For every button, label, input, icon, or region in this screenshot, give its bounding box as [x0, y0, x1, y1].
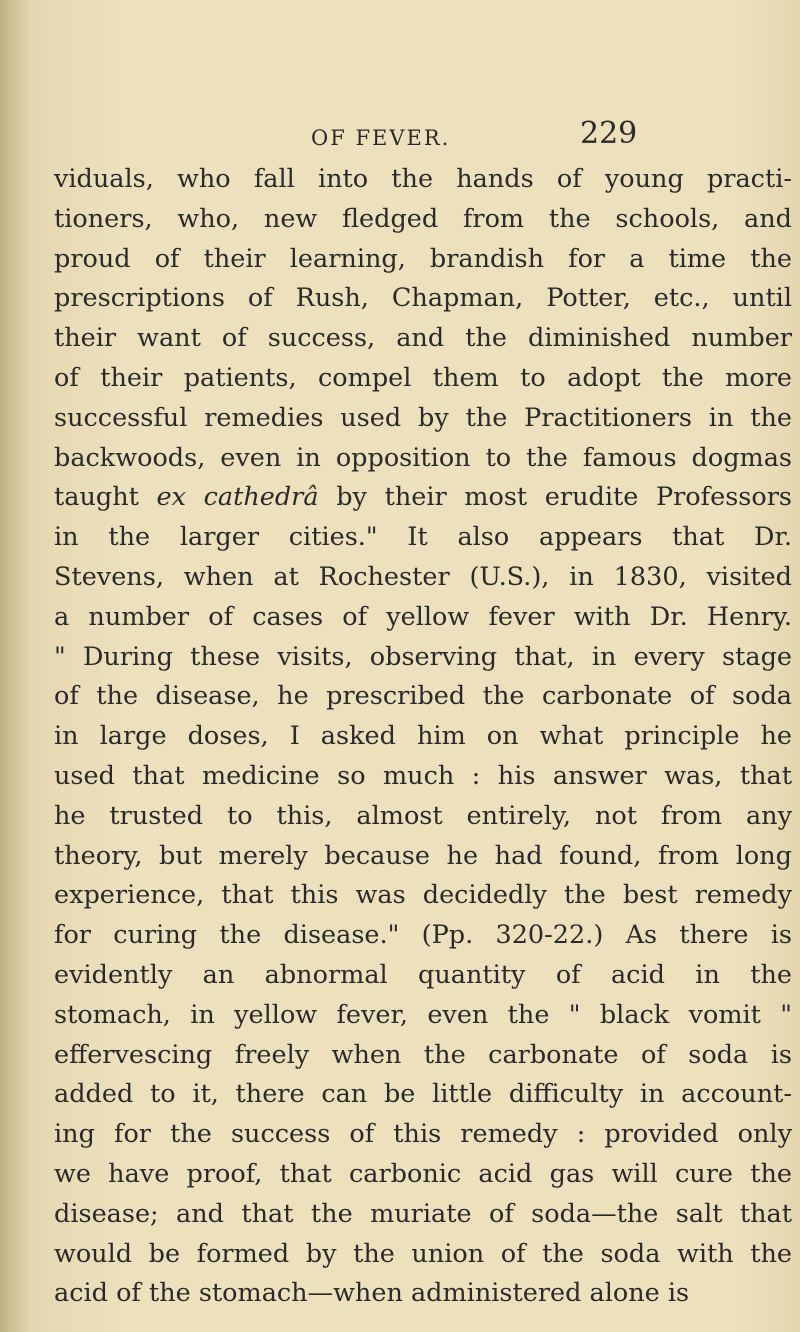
- body-text: [54, 160, 792, 1314]
- text-line: a number of cases of yellow fever with Dr. Henry.: [54, 601, 792, 632]
- page-number: 229: [580, 116, 638, 151]
- running-head: [311, 116, 791, 160]
- italic-phrase: ex cathedrâ: [156, 482, 319, 513]
- text-line: " During these visits, observing that, in every stage: [54, 641, 792, 672]
- text-line: successful remedies used by the Practitioners in the: [54, 402, 792, 433]
- text-line: effervescing freely when the carbonate of soda is: [54, 1039, 792, 1070]
- text-line: experience, that this was decidedly the best remedy: [54, 880, 792, 911]
- text-line: Stevens, when at Rochester (U.S.), in 1830, visited: [54, 561, 792, 592]
- text-line: their want of success, and the diminished number: [54, 323, 792, 354]
- text-line: used that medicine so much : his answer was, that: [54, 760, 792, 791]
- text-line: acid of the stomach—when administered alone is: [54, 1278, 690, 1309]
- text-line: disease; and that the muriate of soda—the salt that: [54, 1198, 792, 1229]
- text-line: evidently an abnormal quantity of acid in the: [54, 959, 792, 990]
- text-line: would be formed by the union of the soda with the: [54, 1238, 792, 1269]
- text-line-with-italic: [54, 478, 792, 518]
- text-segment: by their most erudite Professors: [318, 482, 792, 513]
- text-line: added to it, there can be little difficulty in account-: [54, 1079, 792, 1110]
- text-line: for curing the disease." (Pp. 320-22.) As there is: [54, 920, 792, 951]
- text-line: of their patients, compel them to adopt the more: [54, 362, 792, 393]
- text-line: theory, but merely because he had found, from long: [54, 840, 792, 871]
- text-line: proud of their learning, brandish for a time the: [54, 243, 792, 274]
- text-line: he trusted to this, almost entirely, not from any: [54, 800, 792, 831]
- page-gutter-shadow: [0, 0, 30, 1332]
- text-line: stomach, in yellow fever, even the " black vomit ": [54, 999, 792, 1030]
- text-line: ing for the success of this remedy : provided only: [54, 1119, 792, 1150]
- text-line: in the larger cities." It also appears that Dr.: [54, 522, 792, 553]
- text-line: in large doses, I asked him on what principle he: [54, 721, 792, 752]
- text-line: prescriptions of Rush, Chapman, Potter, etc., until: [54, 283, 792, 314]
- text-line: we have proof, that carbonic acid gas will cure the: [54, 1158, 792, 1189]
- running-head-title: OF FEVER.: [311, 126, 451, 150]
- text-line: of the disease, he prescribed the carbonate of soda: [54, 681, 792, 712]
- text-line: viduals, who fall into the hands of young practi-: [54, 164, 792, 194]
- text-line: tioners, who, new fledged from the schools, and: [54, 203, 792, 234]
- text-segment: taught: [54, 482, 157, 513]
- text-line: backwoods, even in opposition to the famous dogmas: [54, 442, 792, 473]
